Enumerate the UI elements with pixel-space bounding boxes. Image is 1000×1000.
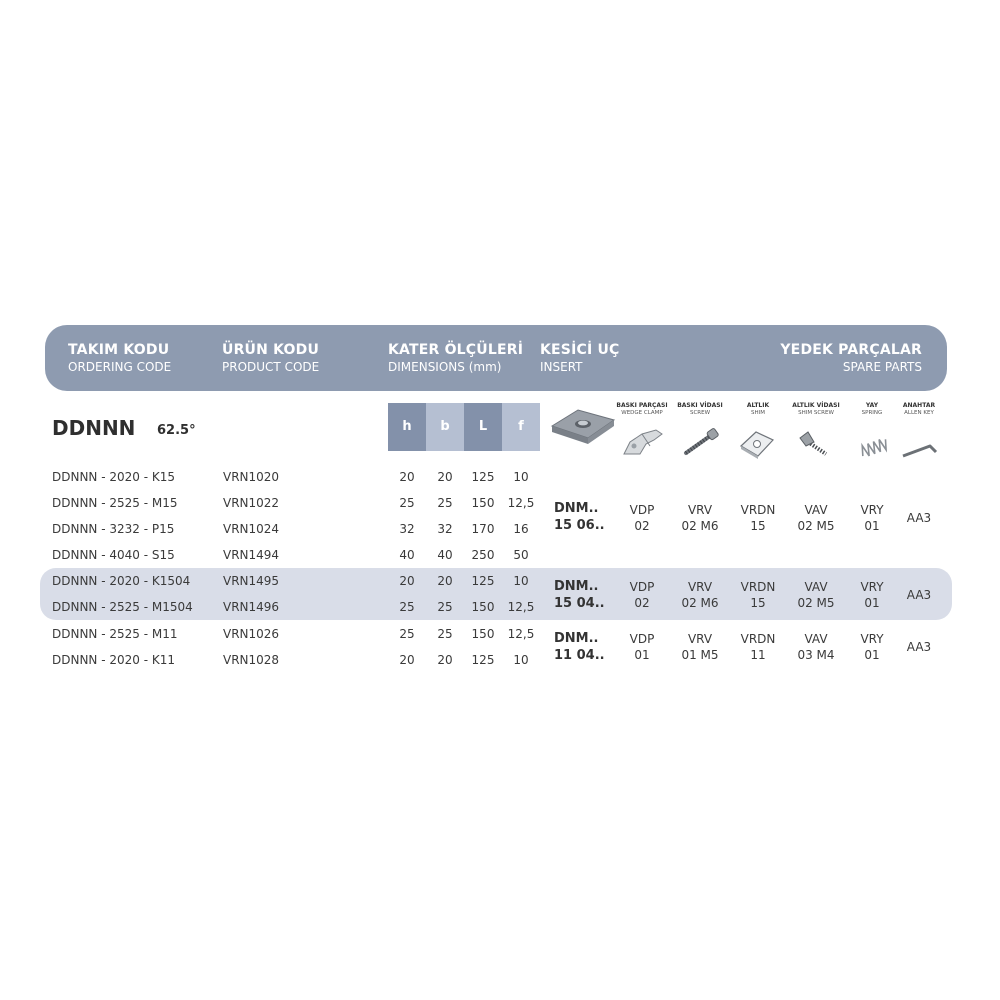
header-spare-tr: YEDEK PARÇALAR — [780, 342, 922, 358]
spare-size: 15 — [750, 519, 766, 533]
ordering-code: DDNNN - 2020 - K1504 — [52, 574, 191, 588]
insert-type: DNM.. — [554, 501, 599, 516]
header-insert-tr: KESİCİ UÇ — [540, 342, 620, 358]
spare-code: VRV — [687, 503, 713, 517]
dim-header-b: b — [426, 403, 464, 451]
ordering-code: DDNNN - 2020 - K11 — [52, 653, 176, 667]
spare-code: AA3 — [906, 511, 932, 525]
dim-h: 40 — [399, 548, 415, 562]
spare-size: 01 — [864, 596, 880, 610]
spare-header-en: WEDGE CLAMP — [621, 410, 663, 416]
spare-header-tr: ANAHTAR — [902, 402, 936, 409]
spare-code: AA3 — [906, 588, 932, 602]
spare-wedge-clamp — [612, 502, 672, 534]
dim-f: 12,5 — [507, 496, 535, 510]
dim-h: 25 — [399, 600, 415, 614]
product-code: VRN1028 — [223, 653, 280, 667]
spare-header-en: SHIM SCREW — [798, 410, 834, 416]
spare-code: VRY — [860, 580, 884, 594]
product-code: VRN1026 — [223, 627, 280, 641]
table-header-bar — [45, 325, 947, 391]
dim-b: 20 — [437, 470, 453, 484]
product-code: VRN1495 — [223, 574, 280, 588]
spare-header-shim — [728, 402, 788, 416]
header-dimensions-tr: KATER ÖLÇÜLERİ — [388, 342, 524, 358]
insert-code — [554, 578, 605, 612]
ordering-code: DDNNN - 2525 - M15 — [52, 496, 178, 510]
insert-type: DNM.. — [554, 579, 599, 594]
spare-size: 01 — [634, 648, 650, 662]
header-ordering-en: ORDERING CODE — [68, 360, 172, 374]
spare-shim-screw — [786, 502, 846, 534]
spare-size: 01 — [864, 648, 880, 662]
dim-b: 25 — [437, 627, 453, 641]
allen-key-icon — [900, 430, 940, 460]
spare-size: 01 M5 — [681, 648, 719, 662]
dim-b: 40 — [437, 548, 453, 562]
spare-size: 02 — [634, 596, 650, 610]
dim-l: 125 — [471, 574, 495, 588]
spare-code: VDP — [629, 632, 655, 646]
ordering-code: DDNNN - 2525 - M11 — [52, 627, 178, 641]
spare-header-tr: ALTLIK VİDASI — [792, 402, 840, 409]
insert-size: 11 04.. — [554, 648, 605, 663]
product-code: VRN1024 — [223, 522, 280, 536]
dim-b: 25 — [437, 600, 453, 614]
spare-screw — [670, 631, 730, 663]
spare-code: VRY — [860, 632, 884, 646]
shim-icon — [738, 428, 776, 460]
header-product-code — [222, 342, 319, 374]
dim-b: 20 — [437, 574, 453, 588]
dim-l: 150 — [471, 600, 495, 614]
spare-header-tr: ALTLIK — [746, 402, 770, 409]
spare-code: VDP — [629, 580, 655, 594]
series-angle: 62.5° — [157, 423, 196, 438]
dim-h: 25 — [399, 496, 415, 510]
spare-header-tr: BASKI VİDASI — [677, 402, 723, 409]
insert-type: DNM.. — [554, 631, 599, 646]
spare-size: 02 M6 — [681, 596, 719, 610]
spare-wedge-clamp — [612, 631, 672, 663]
spare-code: VAV — [804, 632, 828, 646]
spare-code: AA3 — [906, 640, 932, 654]
spare-size: 01 — [864, 519, 880, 533]
dim-f: 16 — [513, 522, 529, 536]
header-dimensions — [388, 342, 523, 374]
spare-wedge-clamp — [612, 579, 672, 611]
spare-size: 02 M5 — [797, 596, 835, 610]
wedge-clamp-icon — [620, 424, 666, 458]
dim-h: 32 — [399, 522, 415, 536]
spare-header-screw — [670, 402, 730, 416]
dim-f: 12,5 — [507, 627, 535, 641]
spare-code: VRDN — [740, 632, 776, 646]
spare-size: 02 M6 — [681, 519, 719, 533]
dim-f: 10 — [513, 470, 529, 484]
dim-l: 170 — [471, 522, 495, 536]
insert-size: 15 04.. — [554, 596, 605, 611]
spare-code: VRDN — [740, 503, 776, 517]
insert-icon — [548, 404, 618, 446]
dim-b: 20 — [437, 653, 453, 667]
ordering-code: DDNNN - 2525 - M1504 — [52, 600, 193, 614]
spare-code: VRV — [687, 632, 713, 646]
dim-l: 150 — [471, 627, 495, 641]
dim-h: 20 — [399, 653, 415, 667]
spare-allen-key — [889, 510, 949, 526]
dim-b: 32 — [437, 522, 453, 536]
dim-h: 20 — [399, 574, 415, 588]
spare-header-tr: YAY — [865, 402, 879, 409]
ordering-code: DDNNN - 4040 - S15 — [52, 548, 175, 562]
product-code: VRN1022 — [223, 496, 280, 510]
spare-code: VAV — [804, 503, 828, 517]
dim-header-f: f — [502, 403, 540, 451]
spare-header-allen-key — [889, 402, 949, 416]
spare-screw — [670, 502, 730, 534]
dim-b: 25 — [437, 496, 453, 510]
dim-f: 10 — [513, 653, 529, 667]
ordering-code: DDNNN - 3232 - P15 — [52, 522, 175, 536]
spare-allen-key — [889, 639, 949, 655]
header-dimensions-en: DIMENSIONS (mm) — [388, 360, 502, 374]
spare-size: 02 — [634, 519, 650, 533]
dim-header-h: h — [388, 403, 426, 451]
spare-shim — [728, 502, 788, 534]
dim-f: 50 — [513, 548, 529, 562]
header-insert — [540, 342, 620, 374]
spare-header-shim-screw — [786, 402, 846, 416]
header-ordering-code — [68, 342, 171, 374]
spare-size: 11 — [750, 648, 766, 662]
spare-code: VRDN — [740, 580, 776, 594]
insert-code — [554, 630, 605, 664]
series-name: DDNNN — [52, 416, 136, 440]
spare-screw — [670, 579, 730, 611]
header-spare-parts — [780, 342, 922, 374]
dim-l: 250 — [471, 548, 495, 562]
shim-screw-icon — [798, 430, 832, 458]
spare-shim-screw — [786, 631, 846, 663]
spare-header-tr: BASKI PARÇASI — [616, 402, 668, 409]
spare-code: VRV — [687, 580, 713, 594]
product-code: VRN1496 — [223, 600, 280, 614]
header-product-en: PRODUCT CODE — [222, 360, 320, 374]
product-code: VRN1020 — [223, 470, 280, 484]
ordering-code: DDNNN - 2020 - K15 — [52, 470, 176, 484]
header-spare-en: SPARE PARTS — [842, 360, 922, 374]
screw-icon — [680, 428, 720, 458]
spring-icon — [856, 430, 890, 458]
header-insert-en: INSERT — [540, 360, 583, 374]
spare-shim-screw — [786, 579, 846, 611]
spare-code: VDP — [629, 503, 655, 517]
spare-size: 02 M5 — [797, 519, 835, 533]
dim-f: 12,5 — [507, 600, 535, 614]
spare-header-en: ALLEN KEY — [904, 410, 934, 416]
dim-l: 125 — [471, 653, 495, 667]
dim-l: 150 — [471, 496, 495, 510]
spare-header-en: SHIM — [751, 410, 765, 416]
dim-l: 125 — [471, 470, 495, 484]
header-product-tr: ÜRÜN KODU — [222, 342, 320, 358]
dim-h: 20 — [399, 470, 415, 484]
spare-header-wedge-clamp — [612, 402, 672, 416]
dim-h: 25 — [399, 627, 415, 641]
spare-code: VRY — [860, 503, 884, 517]
spare-size: 03 M4 — [797, 648, 835, 662]
product-code: VRN1494 — [223, 548, 280, 562]
spare-size: 15 — [750, 596, 766, 610]
spare-header-en: SCREW — [689, 410, 711, 416]
header-ordering-tr: TAKIM KODU — [68, 342, 170, 358]
dim-header-l: L — [464, 403, 502, 451]
spare-header-en: SPRING — [861, 410, 883, 416]
spare-allen-key — [889, 587, 949, 603]
dim-f: 10 — [513, 574, 529, 588]
spare-shim — [728, 631, 788, 663]
spare-shim — [728, 579, 788, 611]
spare-code: VAV — [804, 580, 828, 594]
insert-size: 15 06.. — [554, 518, 605, 533]
insert-code — [554, 500, 605, 534]
